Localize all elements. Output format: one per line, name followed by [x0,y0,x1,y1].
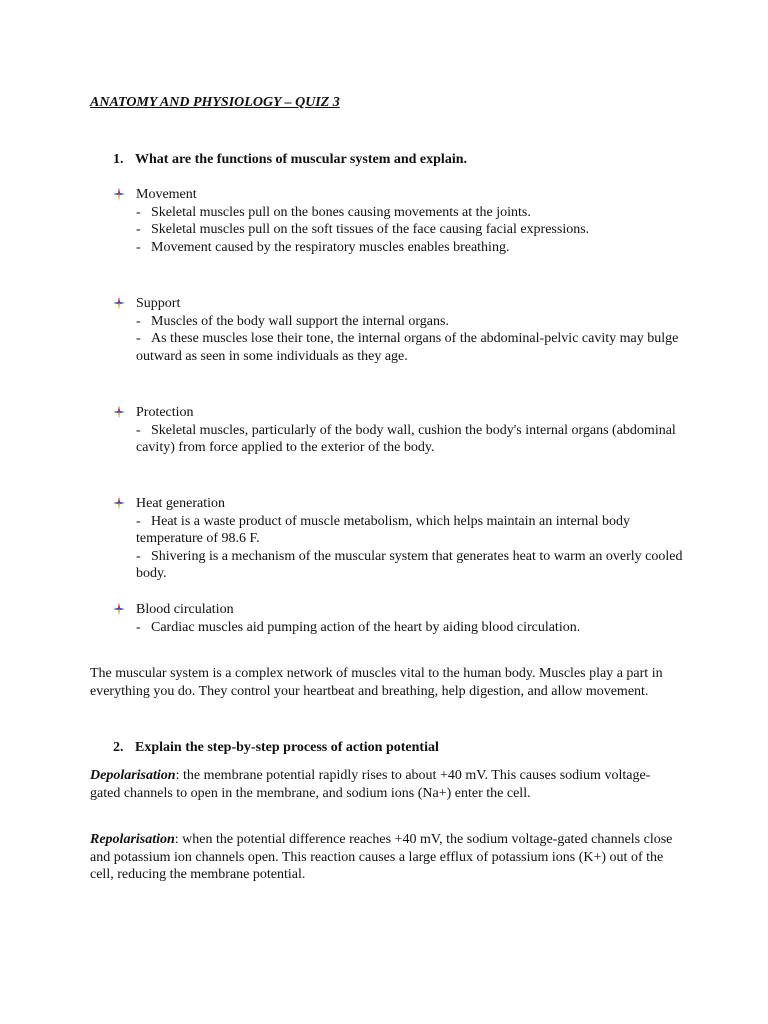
list-item: - Skeletal muscles pull on the soft tissues of the face causing facial expressions. [136,222,590,238]
function-section-protection [113,404,683,457]
question-number: 1. [113,152,124,167]
four-point-bullet-icon [113,188,125,200]
question-number: 2. [113,740,124,755]
section-heading: Protection [113,404,683,422]
four-point-bullet-icon [113,406,125,418]
term-depolarisation: Depolarisation [90,768,176,783]
question-1 [113,151,467,169]
function-section-movement [113,186,683,256]
section-heading: Support [113,295,683,313]
section-heading: Movement [113,186,683,204]
function-section-heat-generation [113,495,683,583]
repolarisation-paragraph: Repolarisation: when the potential difference reaches +40 mV, the sodium voltage-gated channels close and potassium ion channels open. This reaction causes a large efflux of potassium ions (K+) out of the cell, reducing the membrane potential. [90,832,673,883]
four-point-bullet-icon [113,297,125,309]
four-point-bullet-icon [113,603,125,615]
list-item: - Cardiac muscles aid pumping action of the heart by aiding blood circulation. [136,619,581,635]
function-section-support [113,295,683,365]
list-item: - Skeletal muscles, particularly of the body wall, cushion the body's internal organs (abdominal cavity) from force applied to the exterior of the body. [136,422,676,456]
depolarisation-paragraph: Depolarisation: the membrane potential rapidly rises to about +40 mV. This causes sodium voltage-gated channels to open in the membrane, and sodium ions (Na+) enter the cell. [90,768,651,801]
summary-paragraph: The muscular system is a complex network of muscles vital to the human body. Muscles play a part in everything you do. They control your heartbeat and breathing, help digestion, and allow movement. [90,666,663,699]
term-repolarisation: Repolarisation [90,832,175,847]
question-text: What are the functions of muscular system and explain. [135,152,468,167]
list-item: - Heat is a waste product of muscle metabolism, which helps maintain an internal body temperature of 98.6 F. [136,513,630,547]
section-heading: Heat generation [113,495,683,513]
section-heading: Blood circulation [113,601,683,619]
list-item: - Shivering is a mechanism of the muscular system that generates heat to warm an overly cooled body. [136,548,683,582]
function-section-blood-circulation [113,601,683,636]
question-2 [113,739,439,757]
question-text: Explain the step-by-step process of action potential [135,740,439,755]
list-item: - Movement caused by the respiratory muscles enables breathing. [136,239,510,255]
list-item: - Skeletal muscles pull on the bones causing movements at the joints. [136,204,531,220]
list-item: - Muscles of the body wall support the internal organs. [136,313,449,329]
document-title: ANATOMY AND PHYSIOLOGY – QUIZ 3 [90,95,340,110]
four-point-bullet-icon [113,497,125,509]
list-item: - As these muscles lose their tone, the internal organs of the abdominal-pelvic cavity may bulge outward as seen in some individuals as they age. [136,331,679,364]
